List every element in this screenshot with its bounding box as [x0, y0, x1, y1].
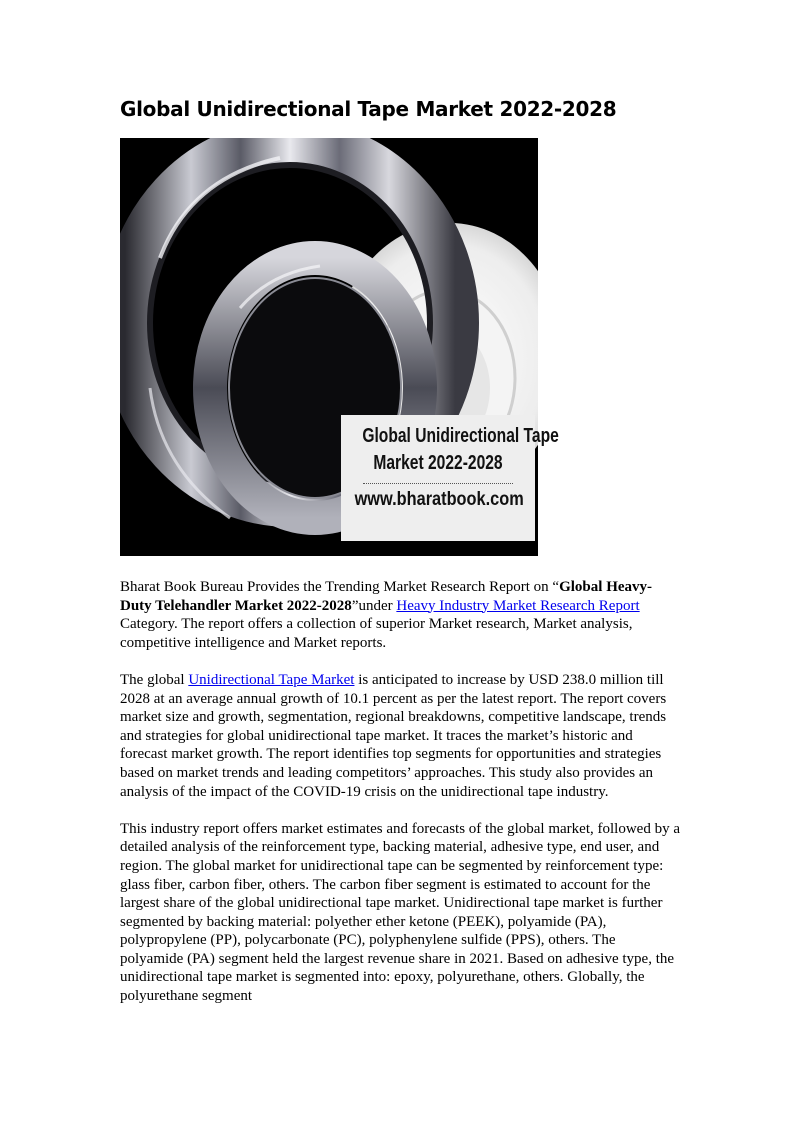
article-body — [120, 578, 680, 1024]
banner-url: www.bharatbook.com — [354, 489, 524, 510]
page-title: Global Unidirectional Tape Market 2022-2028 — [120, 97, 617, 121]
overview-lead-text: The global — [120, 671, 189, 688]
segmentation-paragraph: This industry report offers market estimates and forecasts of the global market, followed by a detailed analysis of the reinforcement type, backing material, adhesive type, end user, and region. The global market for unidirectional tape can be segmented by reinforcement type: glass fiber, carbon fiber, others. The carbon fiber segment is estimated to account for the largest share of the global unidirectional tape market. Unidirectional tape market is further segmented by backing material: polyether ether ketone (PEEK), polyamide (PA), polypropylene (PP), polycarbonate (PC), polyphenylene sulfide (PPS), others. The polyamide (PA) segment held the largest revenue share in 2021. Based on adhesive type, the unidirectional tape market is segmented into: epoxy, polyurethane, others. Globally, the polyurethane segment — [120, 820, 680, 1005]
banner-divider — [363, 483, 513, 484]
intro-text: Bharat Book Bureau Provides the Trending Market Research Report on “ — [120, 579, 560, 595]
banner-title-line2: Market 2022-2028 — [373, 452, 503, 474]
report-title-bold: Global Heavy-Duty Telehandler Market 2022-2028 — [120, 579, 653, 614]
intro-rest-text: Category. The report offers a collection of superior Market research, Market analysis, competitive intelligence and Market reports. — [120, 616, 633, 651]
unidirectional-tape-market-link[interactable]: Unidirectional Tape Market — [188, 671, 355, 688]
under-text: ”under — [351, 597, 397, 614]
intro-paragraph — [120, 578, 680, 652]
heavy-industry-report-link[interactable]: Heavy Industry Market Research Report — [396, 597, 640, 614]
market-overview-paragraph — [120, 671, 680, 801]
overview-rest-text: is anticipated to increase by USD 238.0 million till 2028 at an average annual growth of 10.1 percent as per the latest report. The report covers market size and growth, segmentation, regional breakdowns, competitive landscape, trends and strategies for global unidirectional tape market. It traces the market’s historic and forecast market growth. The report identifies top segments for opportunities and strategies based on market trends and leading competitors’ approaches. This study also provides an analysis of the impact of the COVID-19 crisis on the unidirectional tape industry. — [120, 671, 667, 800]
banner-title-line1: Global Unidirectional Tape — [362, 425, 559, 447]
hero-banner — [341, 415, 559, 541]
